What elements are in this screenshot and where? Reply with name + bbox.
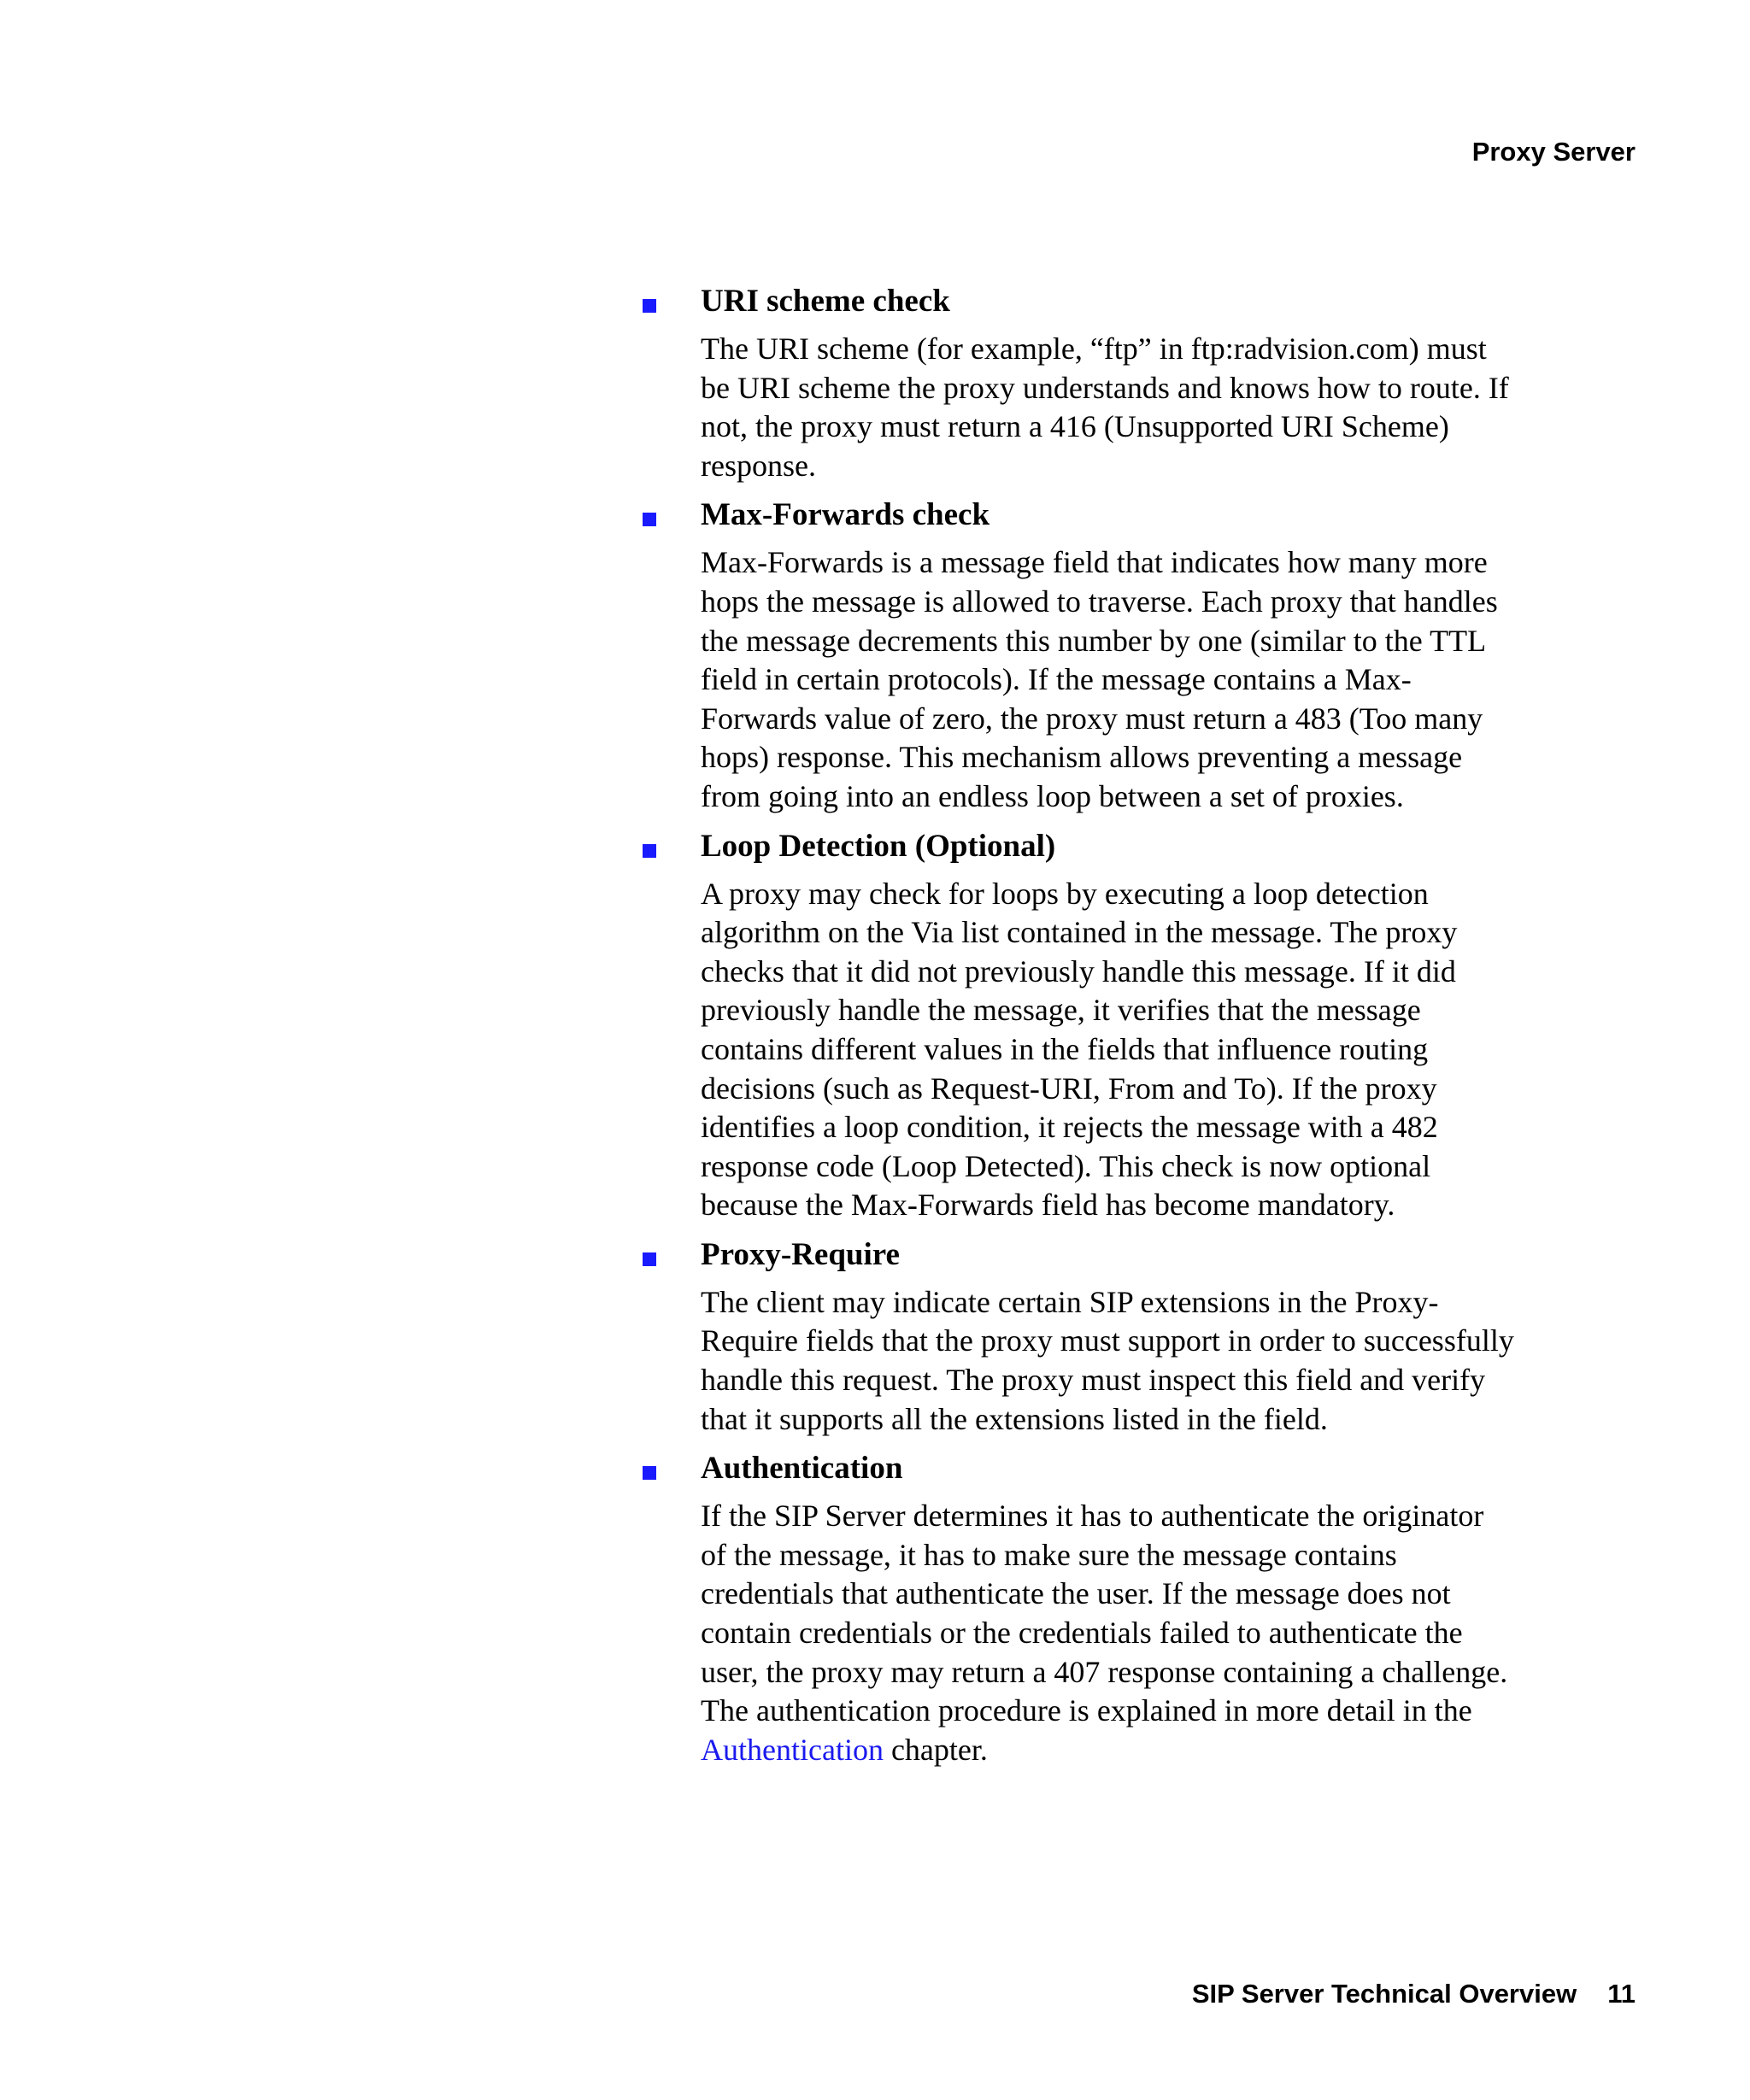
bullet-list [643,282,1514,1780]
item-heading: Max-Forwards check [701,497,990,533]
running-footer [1192,1977,1635,2011]
authentication-chapter-link[interactable]: Authentication [701,1732,884,1767]
list-item-loop-detection [643,827,1514,1225]
paragraph-text: chapter. [883,1732,988,1767]
item-paragraph [701,1497,1514,1769]
item-heading: Loop Detection (Optional) [701,828,1056,864]
list-item-authentication [643,1449,1514,1769]
list-item-proxy-require [643,1235,1514,1439]
document-title: SIP Server Technical Overview [1191,1979,1577,2009]
paragraph-text: If the SIP Server determines it has to authenticate the originator of the message, it has to make sure the message contains credentials that authenticate the user. If the message does not contain credentials or the credentials failed to authenticate the user, the proxy may return a 407 response containing a challenge. The authentication procedure is explained in more detail in the [701,1499,1508,1728]
square-bullet-icon [643,844,656,858]
list-item-uri-scheme-check [643,282,1514,485]
item-heading: Proxy-Require [701,1236,900,1272]
item-heading: Authentication [701,1451,903,1487]
square-bullet-icon [643,513,656,526]
item-paragraph: A proxy may check for loops by executing a loop detection algorithm on the Via list contained in the message. The proxy checks that it did not previously handle this message. If it did previously handle the message, it verifies that the message contains different values in the fields that influence routing decisions (such as Request-URI, From and To). If the proxy identifies a loop condition, it rejects the message with a 482 response code (Loop Detected). This check is now optional because the Max-Forwards field has become mandatory. [701,876,1458,1223]
square-bullet-icon [643,1466,656,1480]
running-header: Proxy Server [1471,137,1635,167]
list-item-max-forwards-check [643,496,1514,816]
square-bullet-icon [643,299,656,313]
item-paragraph: The URI scheme (for example, “ftp” in ftp:radvision.com) must be URI scheme the proxy understands and knows how to route. If not, the proxy must return a 416 (Unsupported URI Scheme) response. [701,331,1509,483]
item-paragraph: Max-Forwards is a message field that indicates how many more hops the message is allowed to traverse. Each proxy that handles the message decrements this number by one (similar to the TTL field in certain protocols). If the message contains a Max-Forwards value of zero, the proxy must return a 483 (Too many hops) response. This mechanism allows preventing a message from going into an endless loop between a set of proxies. [701,545,1498,813]
square-bullet-icon [643,1252,656,1266]
item-heading: URI scheme check [701,284,950,319]
page-number: 11 [1607,1979,1635,2009]
item-paragraph: The client may indicate certain SIP extensions in the Proxy-Require fields that the proxy must support in order to successfully handle this request. The proxy must inspect this field and verify that it supports all the extensions listed in the field. [701,1284,1514,1436]
